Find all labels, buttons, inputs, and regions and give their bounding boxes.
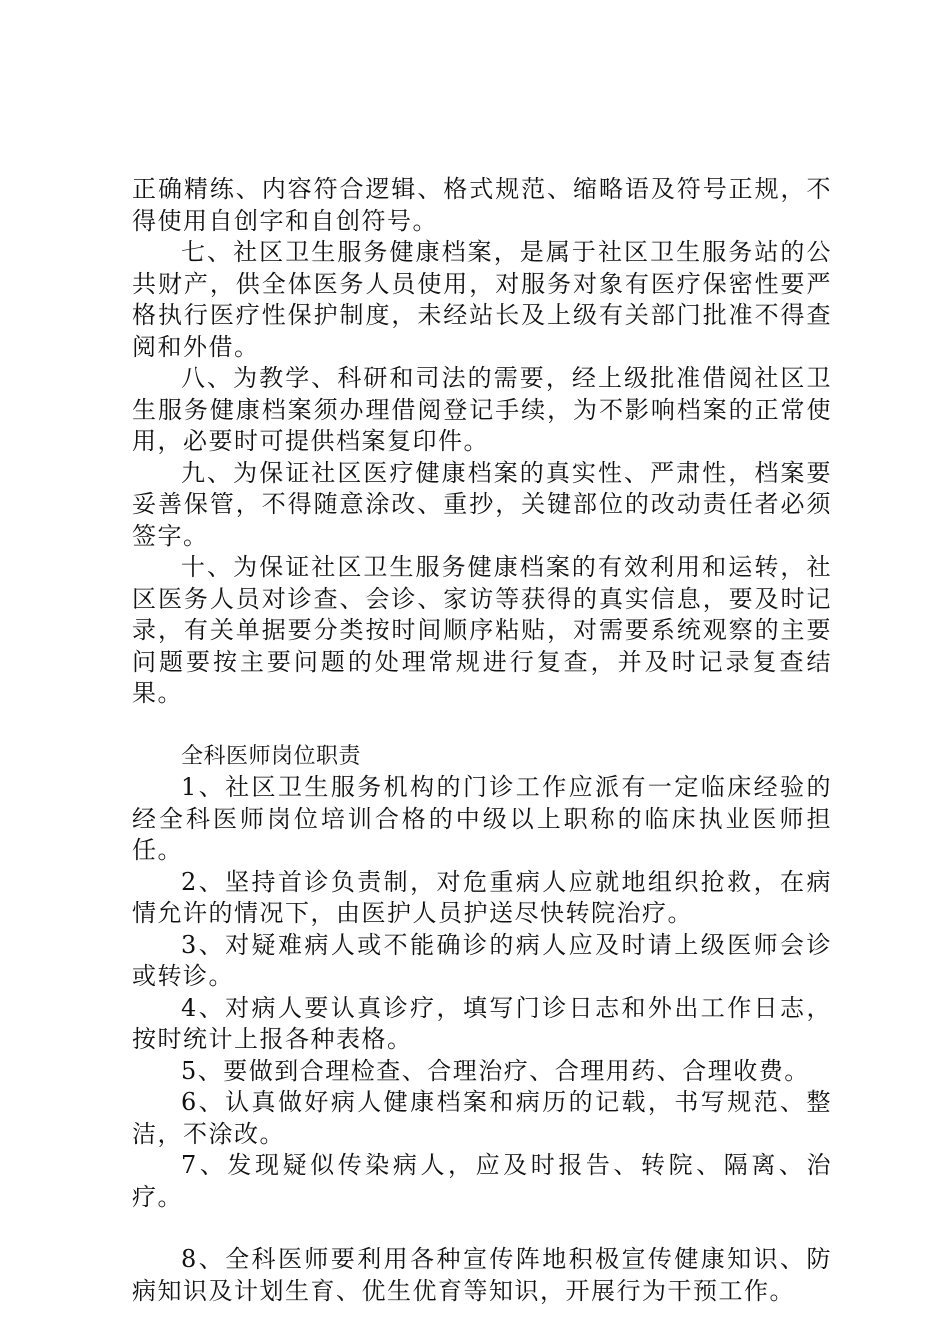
paragraph-item-8: 八、为教学、科研和司法的需要，经上级批准借阅社区卫生服务健康档案须办理借阅登记手续，为不影响档案的正常使用，必要时可提供档案复印件。 xyxy=(132,364,832,455)
duty-item-8: 8、全科医师要利用各种宣传阵地积极宣传健康知识、防病知识及计划生育、优生优育等知识，开展行为干预工作。 xyxy=(132,1245,832,1305)
duty-item-5: 5、要做到合理检查、合理治疗、合理用药、合理收费。 xyxy=(181,1056,810,1085)
duty-item-1: 1、社区卫生服务机构的门诊工作应派有一定临床经验的经全科医师岗位培训合格的中级以上职称的临床执业医师担任。 xyxy=(132,773,832,864)
duty-item-4: 4、对病人要认真诊疗，填写门诊日志和外出工作日志，按时统计上报各种表格。 xyxy=(132,993,832,1053)
paragraph-item-9: 九、为保证社区医疗健康档案的真实性、严肃性，档案要妥善保管，不得随意涂改、重抄，关键部位的改动责任者必须签字。 xyxy=(132,458,832,550)
paragraph-item-10: 十、为保证社区卫生服务健康档案的有效利用和运转，社区医务人员对诊查、会诊、家访等获得的真实信息，要及时记录，有关单据要分类按时间顺序粘贴，对需要系统观察的主要问题要按主要问题的处理常规进行复查，并及时记录复查结果。 xyxy=(132,553,832,707)
duty-item-7: 7、发现疑似传染病人，应及时报告、转院、隔离、治疗。 xyxy=(132,1151,832,1211)
document-page xyxy=(132,174,832,1307)
duty-spacer xyxy=(132,1213,832,1244)
duty-item-2: 2、坚持首诊负责制，对危重病人应就地组织抢救，在病情允许的情况下，由医护人员护送尽快转院治疗。 xyxy=(132,867,832,927)
paragraph-continuation: 正确精练、内容符合逻辑、格式规范、缩略语及符号正规，不得使用自创字和自创符号。 xyxy=(132,175,832,235)
section-title: 全科医师岗位职责 xyxy=(181,743,362,769)
paragraph-item-7: 七、社区卫生服务健康档案，是属于社区卫生服务站的公共财产，供全体医务人员使用，对服务对象有医疗保密性要严格执行医疗性保护制度，未经站长及上级有关部门批准不得查阅和外借。 xyxy=(132,238,832,361)
duty-item-3: 3、对疑难病人或不能确诊的病人应及时请上级医师会诊或转诊。 xyxy=(132,930,832,990)
duty-item-6: 6、认真做好病人健康档案和病历的记载，书写规范、整洁，不涂改。 xyxy=(132,1088,832,1148)
section-spacer xyxy=(132,710,832,741)
